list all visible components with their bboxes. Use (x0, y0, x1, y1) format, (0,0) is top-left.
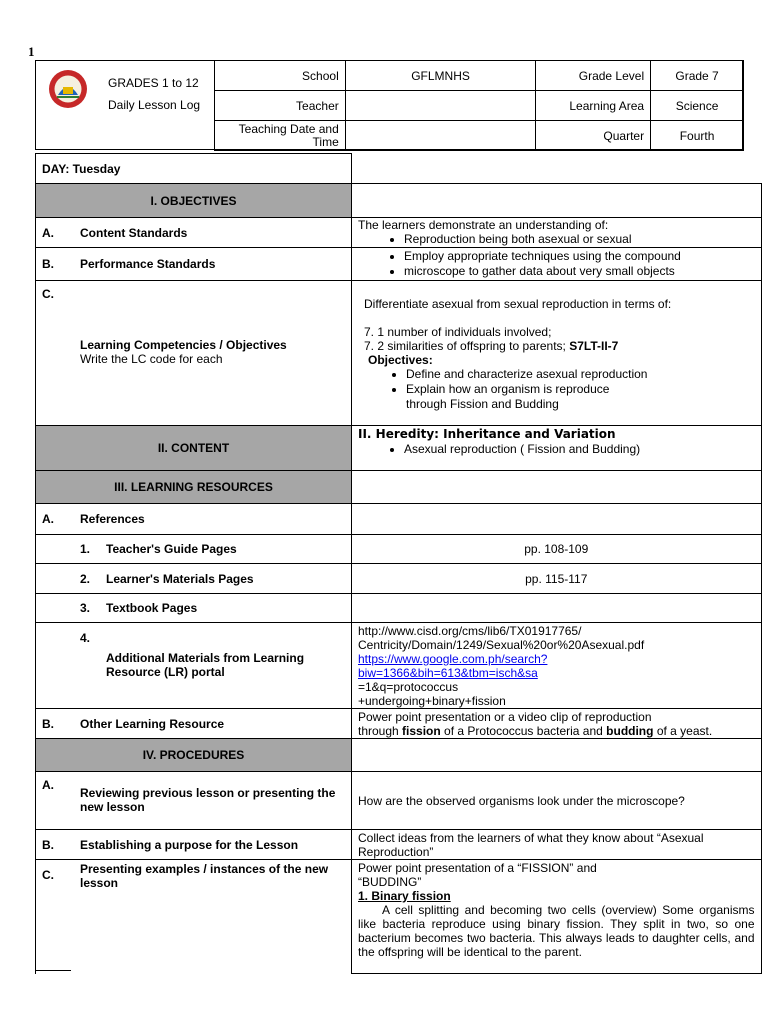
teacher-value (345, 91, 536, 121)
binary-fission-paragraph: A cell splitting and becoming two cells (overview) Some organisms like bacteria reproduce using binary fission. They split in two, so one bacterium becomes two bacteria. This always leads to daughter cells, and the offspring will be identical to the parent. (358, 903, 755, 959)
content-title: II. Heredity: Inheritance and Variation (358, 427, 616, 441)
content-intro: The learners demonstrate an understanding of: (358, 218, 609, 232)
procedure-a-label: Reviewing previous lesson or presenting the new lesson (80, 786, 336, 814)
day-right-empty (352, 154, 762, 184)
resources-heading: III. LEARNING RESOURCES (36, 471, 352, 504)
am-link-2[interactable]: biw=1366&bih=613&tbm=isch&sa (358, 666, 538, 680)
teaching-date-value (345, 121, 536, 151)
other-fission: fission (402, 723, 441, 738)
objective-bullet-2b: through Fission and Budding (406, 397, 559, 411)
procedures-right-empty (352, 739, 762, 772)
lm-num: 2. (80, 571, 91, 586)
teacher-label: Teacher (215, 91, 346, 121)
objectives-subheading: Objectives: (368, 353, 433, 367)
page-footer-rule (35, 970, 71, 971)
lc-label: Learning Competencies / Objectives (80, 338, 287, 352)
other-resource-value (352, 709, 762, 739)
page-number: 1 (28, 44, 35, 59)
other-line-1: Power point presentation or a video clip of reproduction (358, 709, 652, 724)
lc-intro: Differentiate asexual from sexual reproduction in terms of: (364, 297, 672, 311)
learners-materials-row (36, 564, 352, 594)
school-label: School (215, 61, 346, 91)
lc-letter: C. (42, 287, 54, 301)
content-bullet: • Reproduction being both asexual or sexual (404, 232, 755, 247)
objectives-right-empty (352, 184, 762, 218)
day-label: DAY: Tuesday (36, 154, 352, 184)
other-line-2b: of a Protococcus bacteria and (440, 723, 607, 738)
tg-num: 1. (80, 542, 91, 556)
teachers-guide-row (36, 535, 352, 564)
grade-level-value: Grade 7 (651, 61, 744, 91)
am-label: Additional Materials from Learning Resource (LR) portal (106, 651, 305, 679)
procedure-a-value: How are the observed organisms look under the microscope? (352, 772, 762, 830)
performance-standards-value (352, 248, 762, 281)
other-letter: B. (42, 716, 54, 731)
other-line-2c: of a yeast. (653, 723, 713, 738)
content-standards-label: Content Standards (80, 225, 188, 240)
tb-value (352, 594, 762, 623)
lc-item-2: 7. 2 similarities of offspring to parents; (364, 339, 566, 353)
am-line-3: =1&q=protococcus (358, 680, 459, 694)
am-line-2: Centricity/Domain/1249/Sexual%20or%20Asexual.pdf (358, 638, 645, 652)
am-line-4: +undergoing+binary+fission (358, 694, 506, 708)
performance-bullet-1: • Employ appropriate techniques using the compound (404, 249, 755, 264)
dll-title-grades: GRADES 1 to 12 (108, 76, 199, 90)
lc-code: S7LT-II-7 (569, 339, 619, 353)
lesson-body (35, 153, 755, 974)
other-resource-row (36, 709, 352, 739)
objective-bullet-2a: Explain how an organism is reproduce (406, 382, 610, 396)
procedure-b-letter: B. (42, 837, 54, 852)
content-value (352, 426, 762, 471)
references-value (352, 504, 762, 535)
textbook-row (36, 594, 352, 623)
learning-area-value: Science (651, 91, 744, 121)
procedure-a-letter: A. (42, 778, 54, 792)
additional-materials-value (352, 623, 762, 709)
content-standards-row (36, 218, 352, 248)
procedure-b-label: Establishing a purpose for the Lesson (80, 837, 299, 852)
lm-label: Learner's Materials Pages (106, 571, 254, 586)
content-bullet-item: • Asexual reproduction ( Fission and Budding) (404, 442, 755, 457)
binary-fission-heading: 1. Binary fission (358, 889, 451, 903)
other-line-2a: through (358, 723, 403, 738)
other-label: Other Learning Resource (80, 716, 225, 731)
deped-seal-icon (48, 69, 88, 109)
teaching-date-label: Teaching Date and Time (215, 121, 346, 151)
quarter-value: Fourth (651, 121, 744, 151)
performance-label: Performance Standards (80, 257, 216, 271)
procedure-c-letter: C. (42, 868, 54, 882)
grade-level-label: Grade Level (536, 61, 651, 91)
am-num: 4. (80, 631, 91, 645)
tg-label: Teacher's Guide Pages (106, 542, 237, 556)
resources-right-empty (352, 471, 762, 504)
objectives-heading: I. OBJECTIVES (36, 184, 352, 218)
references-row (36, 504, 352, 535)
references-label: References (80, 512, 145, 526)
learning-competencies-value (352, 281, 762, 426)
other-budding: budding (606, 723, 654, 738)
header-grid (214, 60, 744, 151)
learning-area-label: Learning Area (536, 91, 651, 121)
performance-standards-row (36, 248, 352, 281)
lm-value: pp. 115-117 (352, 564, 762, 594)
tb-num: 3. (80, 601, 91, 615)
am-link-1[interactable]: https://www.google.com.ph/search? (358, 652, 548, 666)
content-standards-letter: A. (42, 225, 54, 240)
procedure-c-line-2: “BUDDING” (358, 875, 422, 889)
content-standards-value (352, 218, 762, 248)
procedure-c-label: Presenting examples / instances of the new lesson (80, 862, 329, 890)
tg-value: pp. 108-109 (352, 535, 762, 564)
procedure-b-row (36, 830, 352, 860)
references-letter: A. (42, 512, 54, 526)
lc-sub: Write the LC code for each (80, 352, 223, 366)
learning-competencies-row (36, 281, 352, 426)
procedure-c-row (36, 860, 352, 974)
school-value: GFLMNHS (345, 61, 536, 91)
quarter-label: Quarter (536, 121, 651, 151)
procedures-heading: IV. PROCEDURES (36, 739, 352, 772)
am-line-1: http://www.cisd.org/cms/lib6/TX01917765/ (358, 624, 582, 638)
dll-title-log: Daily Lesson Log (108, 98, 201, 112)
logo-cell (36, 61, 214, 149)
procedure-a-row (36, 772, 352, 830)
procedure-c-value (352, 860, 762, 974)
procedure-b-value: Collect ideas from the learners of what they know about “Asexual Reproduction” (352, 830, 762, 860)
performance-bullet-2: • microscope to gather data about very small objects (404, 264, 755, 279)
lesson-table (35, 153, 762, 974)
dll-header (35, 60, 743, 150)
content-heading: II. CONTENT (36, 426, 352, 471)
objective-bullet-1: • Define and characterize asexual reproduction (406, 367, 755, 382)
additional-materials-row (36, 623, 352, 709)
lc-item-1: 7. 1 number of individuals involved; (364, 325, 552, 339)
other-line-2 (358, 724, 755, 738)
objective-bullet-2 (406, 382, 755, 412)
procedure-c-line-1: Power point presentation of a “FISSION” and (358, 861, 597, 875)
tb-label: Textbook Pages (106, 601, 198, 615)
performance-letter: B. (42, 257, 54, 271)
